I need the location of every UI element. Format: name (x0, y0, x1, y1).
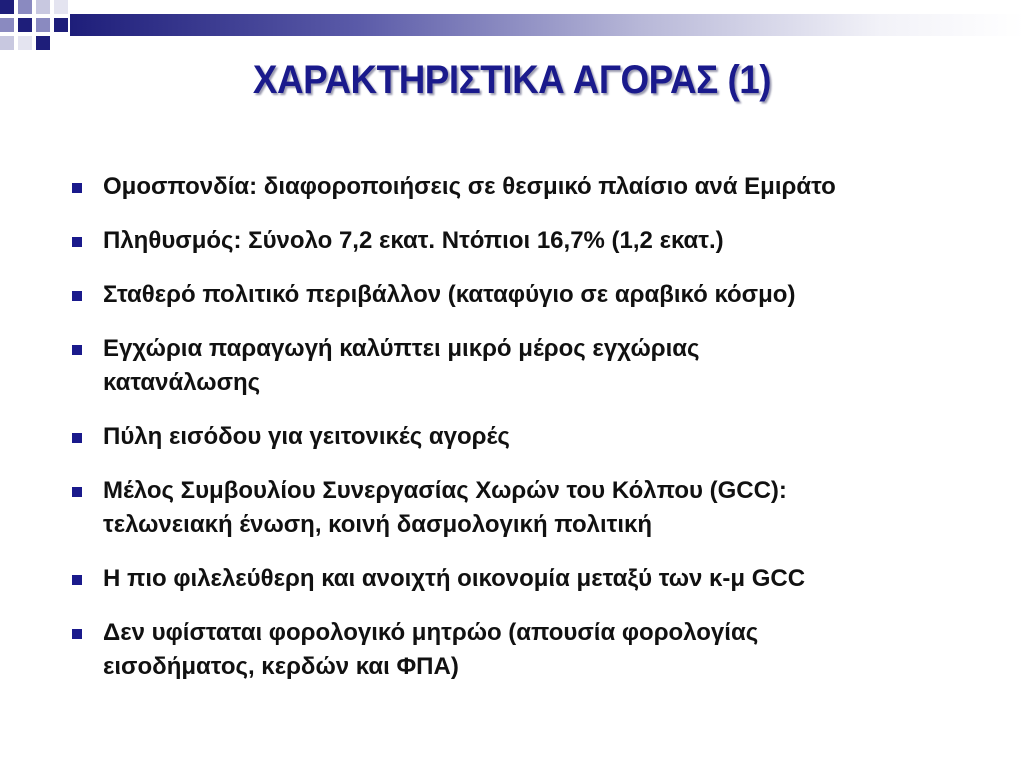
square-bullet-icon (72, 345, 82, 355)
bullet-item (72, 420, 1002, 454)
bullet-text-line2: εισοδήματος, κερδών και ΦΠΑ) (103, 653, 459, 680)
square-bullet-icon (72, 487, 82, 497)
bullet-text-line1: Η πιο φιλελεύθερη και ανοιχτή οικονομία μεταξύ των κ-μ GCC (103, 565, 806, 592)
bullet-item (72, 332, 1002, 400)
square-bullet-icon (72, 629, 82, 639)
bullet-text-line1: Μέλος Συμβουλίου Συνεργασίας Χωρών του Κόλπου (GCC): (103, 477, 787, 504)
header-gradient-bar (70, 14, 1024, 36)
bullet-item (72, 616, 1002, 684)
square-bullet-icon (72, 575, 82, 585)
bullet-text-line1: Σταθερό πολιτικό περιβάλλον (καταφύγιο σε αραβικό κόσμο) (103, 281, 796, 308)
square-bullet-icon (72, 291, 82, 301)
bullet-text-line1: Ομοσπονδία: διαφοροποιήσεις σε θεσμικό πλαίσιο ανά Εμιράτο (103, 173, 836, 200)
bullet-list (72, 170, 1002, 704)
bullet-text-line1: Δεν υφίσταται φορολογικό μητρώο (απουσία φορολογίας (103, 619, 759, 646)
bullet-text-line1: Πληθυσμός: Σύνολο 7,2 εκατ. Ντόπιοι 16,7% (1,2 εκατ.) (103, 227, 724, 254)
bullet-item (72, 224, 1002, 258)
square-bullet-icon (72, 433, 82, 443)
bullet-text-line2: κατανάλωσης (103, 369, 261, 396)
bullet-item (72, 474, 1002, 542)
square-bullet-icon (72, 237, 82, 247)
bullet-item (72, 170, 1002, 204)
bullet-item (72, 562, 1002, 596)
square-bullet-icon (72, 183, 82, 193)
bullet-text-line1: Εγχώρια παραγωγή καλύπτει μικρό μέρος εγχώριας (103, 335, 700, 362)
bullet-text-line2: τελωνειακή ένωση, κοινή δασμολογική πολιτική (103, 511, 653, 538)
bullet-item (72, 278, 1002, 312)
bullet-text-line1: Πύλη εισόδου για γειτονικές αγορές (103, 423, 510, 450)
slide-title: ΧΑΡΑΚΤΗΡΙΣΤΙΚΑ ΑΓΟΡΑΣ (1) (252, 58, 772, 102)
